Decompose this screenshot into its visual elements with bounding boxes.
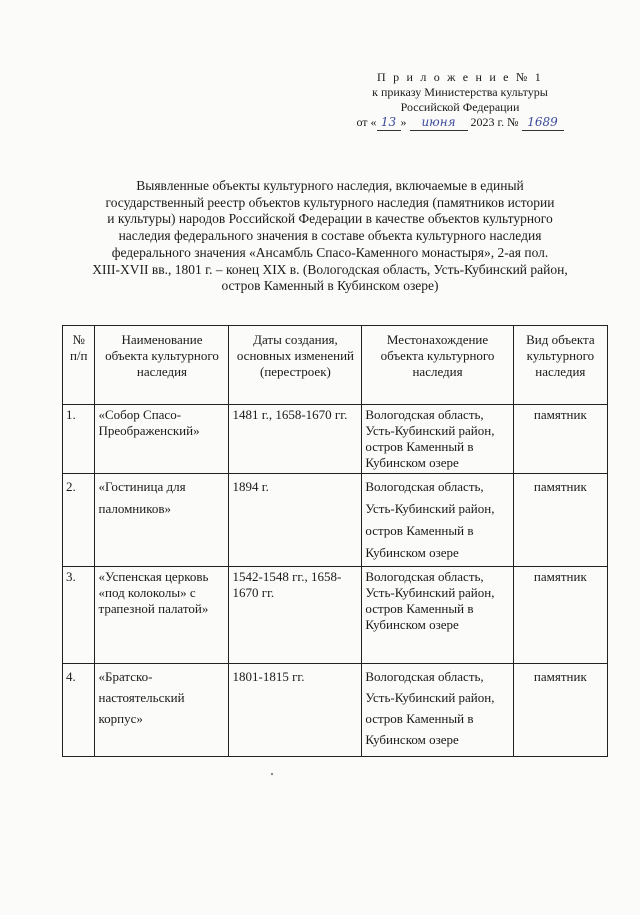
title-line: и культуры) народов Российской Федерации в качестве объектов культурного — [107, 211, 553, 227]
appendix-title: П р и л о ж е н и е № 1 — [377, 70, 543, 84]
table-header-row — [63, 326, 608, 405]
handwritten-day: 13 — [377, 115, 401, 131]
cell-location: Вологодская область, Усть-Кубинский район, остров Каменный в Кубинском озере — [362, 664, 513, 757]
table-row — [63, 664, 608, 757]
cell-location: Вологодская область, Усть-Кубинский район, остров Каменный в Кубинском озере — [362, 474, 513, 567]
appendix-order-ref: к приказу Министерства культуры — [372, 85, 548, 99]
header-dates: Даты создания, основных изменений (перестроек) — [229, 326, 362, 405]
date-mid: » — [400, 115, 407, 129]
cell-name: «Собор Спасо-Преображенский» — [95, 405, 229, 474]
title-line: государственный реестр объектов культурного наследия (памятников истории — [105, 194, 555, 210]
cell-dates: 1481 г., 1658-1670 гг. — [229, 405, 362, 474]
cell-location: Вологодская область, Усть-Кубинский район, остров Каменный в Кубинском озере — [362, 567, 513, 664]
handwritten-month: июня — [410, 115, 468, 131]
cell-num: 1. — [63, 405, 95, 474]
header-num: № п/п — [63, 326, 95, 405]
header-location: Местонахождение объекта культурного наследия — [362, 326, 513, 405]
cell-name: «Братско-настоятельский корпус» — [95, 664, 229, 757]
cell-type: памятник — [513, 664, 607, 757]
cell-type: памятник — [513, 405, 607, 474]
cell-dates: 1801-1815 гг. — [229, 664, 362, 757]
table-row — [63, 567, 608, 664]
title-line: Выявленные объекты культурного наследия, включаемые в единый — [136, 178, 524, 193]
heritage-objects-table — [62, 325, 608, 757]
title-line: федерального значения «Ансамбль Спасо-Каменного монастыря», 2-ая пол. — [111, 244, 549, 260]
stray-mark — [271, 773, 273, 775]
handwritten-order-number: 1689 — [522, 115, 564, 131]
cell-type: памятник — [513, 474, 607, 567]
date-prefix: от « — [356, 115, 377, 129]
table-row — [63, 405, 608, 474]
appendix-header — [340, 70, 580, 131]
appendix-date-line — [340, 115, 580, 131]
title-line: наследия федерального значения в составе объекта культурного наследия — [118, 228, 542, 244]
title-line: XIII-XVII вв., 1801 г. – конец XIX в. (Вологодская область, Усть-Кубинский район, — [92, 261, 568, 277]
document-title — [60, 178, 600, 295]
cell-type: памятник — [513, 567, 607, 664]
cell-name: «Гостиница для паломников» — [95, 474, 229, 567]
cell-num: 2. — [63, 474, 95, 567]
title-line: остров Каменный в Кубинском озере) — [221, 278, 439, 294]
appendix-ministry: Российской Федерации — [400, 100, 520, 114]
year-text: 2023 г. № — [470, 115, 519, 129]
header-name: Наименование объекта культурного наследия — [95, 326, 229, 405]
cell-num: 3. — [63, 567, 95, 664]
cell-dates: 1542-1548 гг., 1658-1670 гг. — [229, 567, 362, 664]
cell-location: Вологодская область, Усть-Кубинский район, остров Каменный в Кубинском озере — [362, 405, 513, 474]
cell-dates: 1894 г. — [229, 474, 362, 567]
header-type: Вид объекта культурного наследия — [513, 326, 607, 405]
table-row — [63, 474, 608, 567]
cell-name: «Успенская церковь «под колоколы» с трапезной палатой» — [95, 567, 229, 664]
cell-num: 4. — [63, 664, 95, 757]
